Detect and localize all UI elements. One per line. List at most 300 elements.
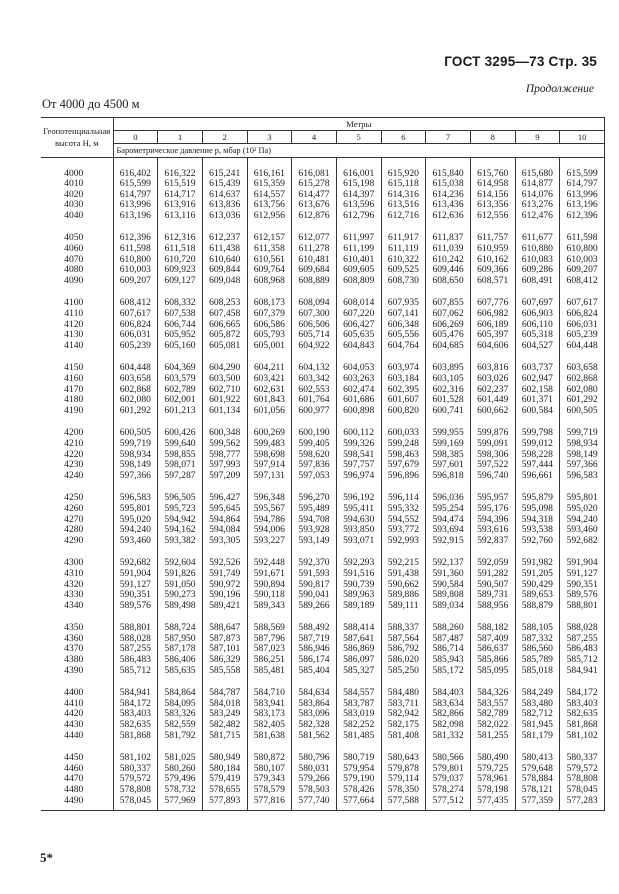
pressure-cell: 590,972	[202, 580, 247, 591]
table-row	[41, 536, 605, 547]
pressure-cell: 590,351	[560, 580, 605, 591]
pressure-cell: 591,749	[202, 569, 247, 580]
pressure-cell: 589,731	[470, 590, 515, 601]
pressure-cell: 603,184	[381, 374, 426, 385]
pressure-cell: 586,406	[158, 655, 203, 666]
pressure-cell: 578,350	[381, 785, 426, 796]
pressure-cell: 608,332	[158, 298, 203, 309]
pressure-cell: 588,879	[515, 601, 560, 612]
pressure-cell: 586,637	[470, 644, 515, 655]
pressure-cell: 601,528	[426, 395, 471, 406]
pressure-cell: 580,719	[336, 753, 381, 764]
altitude-cell: 4350	[41, 623, 113, 634]
pressure-cell: 602,158	[515, 385, 560, 396]
pressure-cell: 595,879	[515, 493, 560, 504]
pressure-cell: 616,402	[113, 157, 158, 179]
altitude-cell: 4460	[41, 764, 113, 775]
pressure-cell: 599,955	[426, 428, 471, 439]
pressure-cell: 608,412	[560, 276, 605, 287]
column-header: 10	[560, 131, 605, 144]
pressure-cell: 609,207	[560, 265, 605, 276]
pressure-cell: 599,405	[292, 439, 337, 450]
pressure-cell: 605,952	[158, 330, 203, 341]
pressure-cell: 578,884	[515, 774, 560, 785]
pressure-cell: 616,322	[158, 157, 203, 179]
pressure-cell: 600,898	[336, 406, 381, 417]
pressure-cell: 585,095	[470, 666, 515, 677]
pressure-cell: 585,635	[158, 666, 203, 677]
pressure-cell: 608,571	[470, 276, 515, 287]
pressure-cell: 615,241	[202, 157, 247, 179]
pressure-cell: 603,026	[470, 374, 515, 385]
pressure-cell: 578,808	[113, 785, 158, 796]
pressure-cell: 592,682	[560, 536, 605, 547]
pressure-cell: 578,732	[158, 785, 203, 796]
pressure-cell: 583,787	[336, 699, 381, 710]
pressure-cell: 587,255	[113, 644, 158, 655]
pressure-cell: 594,786	[247, 515, 292, 526]
altitude-cell: 4270	[41, 515, 113, 526]
pressure-cell: 595,645	[202, 504, 247, 515]
pressure-cell: 598,541	[336, 450, 381, 461]
pressure-cell: 608,650	[426, 276, 471, 287]
pressure-cell: 613,116	[158, 211, 203, 222]
pressure-cell: 601,292	[113, 406, 158, 417]
pressure-cell: 610,800	[560, 244, 605, 255]
pressure-cell: 588,956	[470, 601, 515, 612]
pressure-cell: 615,519	[158, 179, 203, 190]
altitude-cell: 4220	[41, 450, 113, 461]
pressure-cell: 585,250	[381, 666, 426, 677]
pressure-cell: 581,179	[515, 731, 560, 742]
pressure-cell: 599,640	[158, 439, 203, 450]
pressure-cell: 598,385	[426, 450, 471, 461]
altitude-cell: 4290	[41, 536, 113, 547]
pressure-cell: 598,620	[292, 450, 337, 461]
pressure-cell: 614,156	[470, 190, 515, 201]
altitude-cell: 4080	[41, 265, 113, 276]
pressure-cell: 580,260	[158, 764, 203, 775]
altitude-cell: 4480	[41, 785, 113, 796]
pressure-cell: 605,081	[202, 341, 247, 352]
pressure-cell: 606,824	[560, 309, 605, 320]
pressure-cell: 586,946	[292, 644, 337, 655]
pressure-cell: 609,605	[336, 265, 381, 276]
pressure-cell: 606,982	[470, 309, 515, 320]
pressure-cell: 604,290	[202, 363, 247, 374]
continuation-label: Продолжение	[525, 83, 594, 95]
pressure-cell: 580,490	[470, 753, 515, 764]
pressure-cell: 595,957	[470, 493, 515, 504]
pressure-cell: 583,403	[113, 709, 158, 720]
pressure-cell: 580,107	[247, 764, 292, 775]
pressure-cell: 602,947	[515, 374, 560, 385]
pressure-cell: 603,974	[381, 363, 426, 374]
pressure-cell: 582,022	[470, 720, 515, 731]
pressure-cell: 587,332	[515, 634, 560, 645]
pressure-cell: 596,583	[560, 471, 605, 482]
pressure-cell: 602,316	[426, 385, 471, 396]
pressure-cell: 577,588	[381, 796, 426, 811]
pressure-cell: 602,789	[158, 385, 203, 396]
pressure-cell: 578,045	[560, 785, 605, 796]
pressure-cell: 609,207	[113, 276, 158, 287]
pressure-cell: 584,249	[515, 688, 560, 699]
pressure-cell: 588,182	[470, 623, 515, 634]
pressure-cell: 587,641	[336, 634, 381, 645]
pressure-cell: 590,817	[292, 580, 337, 591]
pressure-cell: 605,714	[292, 330, 337, 341]
pressure-cell: 578,579	[247, 785, 292, 796]
pressure-cell: 586,483	[560, 644, 605, 655]
pressure-cell: 585,018	[515, 666, 560, 677]
pressure-cell: 581,638	[247, 731, 292, 742]
pressure-cell: 604,685	[426, 341, 471, 352]
altitude-cell: 4130	[41, 330, 113, 341]
pressure-cell: 579,725	[470, 764, 515, 775]
pressure-cell: 579,037	[426, 774, 471, 785]
pressure-cell: 613,996	[560, 190, 605, 201]
pressure-cell: 585,172	[426, 666, 471, 677]
pressure-cell: 589,653	[515, 590, 560, 601]
pressure-cell: 600,033	[381, 428, 426, 439]
pressure-cell: 584,326	[470, 688, 515, 699]
altitude-cell: 4410	[41, 699, 113, 710]
pressure-cell: 608,809	[336, 276, 381, 287]
pressure-cell: 578,121	[515, 785, 560, 796]
pressure-cell: 613,996	[113, 200, 158, 211]
pressure-cell: 580,566	[426, 753, 471, 764]
pressure-cell: 615,359	[247, 179, 292, 190]
pressure-cell: 606,348	[381, 320, 426, 331]
pressure-cell: 579,801	[426, 764, 471, 775]
altitude-cell: 4430	[41, 720, 113, 731]
pressure-cell: 589,189	[336, 601, 381, 612]
pressure-cell: 585,943	[426, 655, 471, 666]
pressure-cell: 591,127	[560, 569, 605, 580]
altitude-cell: 4310	[41, 569, 113, 580]
pressure-cell: 600,269	[247, 428, 292, 439]
pressure-cell: 604,211	[247, 363, 292, 374]
pressure-cell: 613,356	[470, 200, 515, 211]
altitude-cell: 4100	[41, 298, 113, 309]
pressure-cell: 580,337	[560, 753, 605, 764]
pressure-cell: 584,941	[113, 688, 158, 699]
pressure-cell: 590,739	[336, 580, 381, 591]
pressure-cell: 613,836	[202, 200, 247, 211]
pressure-cell: 598,855	[158, 450, 203, 461]
pressure-cell: 588,414	[336, 623, 381, 634]
pressure-cell: 581,792	[158, 731, 203, 742]
pressure-cell: 604,132	[292, 363, 337, 374]
pressure-cell: 597,444	[515, 460, 560, 471]
pressure-cell: 593,850	[336, 525, 381, 536]
pressure-cell: 597,757	[336, 460, 381, 471]
pressure-cell: 579,878	[381, 764, 426, 775]
pressure-cell: 610,561	[247, 255, 292, 266]
pressure-cell: 590,662	[381, 580, 426, 591]
table-row	[41, 211, 605, 222]
pressure-cell: 607,617	[113, 309, 158, 320]
pressure-cell: 596,036	[426, 493, 471, 504]
pressure-cell: 608,253	[202, 298, 247, 309]
document-code-and-page: ГОСТ 3295—73 Стр. 35	[444, 54, 597, 69]
pressure-cell: 616,081	[292, 157, 337, 179]
pressure-cell: 591,593	[292, 569, 337, 580]
pressure-cell: 598,698	[247, 450, 292, 461]
pressure-cell: 584,095	[158, 699, 203, 710]
pressure-cell: 593,149	[292, 536, 337, 547]
pressure-cell: 577,283	[560, 796, 605, 811]
pressure-cell: 609,048	[202, 276, 247, 287]
pressure-cell: 603,105	[426, 374, 471, 385]
pressure-cell: 583,249	[202, 709, 247, 720]
pressure-cell: 605,001	[247, 341, 292, 352]
pressure-cell: 578,045	[113, 796, 158, 811]
pressure-cell: 591,127	[113, 580, 158, 591]
pressure-cell: 614,958	[470, 179, 515, 190]
pressure-cell: 582,175	[381, 720, 426, 731]
pressure-cell: 606,903	[515, 309, 560, 320]
pressure-cell: 614,797	[113, 190, 158, 201]
pressure-cell: 613,516	[381, 200, 426, 211]
pressure-cell: 604,606	[470, 341, 515, 352]
pressure-cell: 589,886	[381, 590, 426, 601]
pressure-cell: 597,366	[560, 460, 605, 471]
pressure-cell: 610,003	[113, 265, 158, 276]
pressure-cell: 606,506	[292, 320, 337, 331]
pressure-cell: 593,071	[336, 536, 381, 547]
pressure-cell: 596,114	[381, 493, 426, 504]
pressure-cell: 613,036	[202, 211, 247, 222]
column-header: 8	[470, 131, 515, 144]
table-row	[41, 569, 605, 580]
pressure-cell: 581,715	[202, 731, 247, 742]
pressure-cell: 585,327	[336, 666, 381, 677]
pressure-cell: 601,843	[247, 395, 292, 406]
pressure-cell: 609,127	[158, 276, 203, 287]
pressure-cell: 604,922	[292, 341, 337, 352]
pressure-cell: 581,025	[158, 753, 203, 764]
pressure-cell: 595,723	[158, 504, 203, 515]
pressure-cell: 584,018	[202, 699, 247, 710]
pressure-cell: 582,098	[426, 720, 471, 731]
pressure-cell: 612,796	[336, 211, 381, 222]
pressure-cell: 591,282	[470, 569, 515, 580]
pressure-cell: 578,426	[336, 785, 381, 796]
pressure-cell: 605,476	[426, 330, 471, 341]
pressure-cell: 584,557	[336, 688, 381, 699]
pressure-cell: 585,558	[202, 666, 247, 677]
pressure-cell: 590,196	[202, 590, 247, 601]
pressure-cell: 596,427	[202, 493, 247, 504]
pressure-cell: 613,436	[426, 200, 471, 211]
pressure-cell: 596,974	[336, 471, 381, 482]
table-row	[41, 471, 605, 482]
pressure-cell: 614,076	[515, 190, 560, 201]
pressure-cell: 613,756	[247, 200, 292, 211]
pressure-cell: 591,050	[158, 580, 203, 591]
pressure-cell: 596,505	[158, 493, 203, 504]
altitude-cell: 4090	[41, 276, 113, 287]
pressure-cell: 588,724	[158, 623, 203, 634]
pressure-cell: 590,507	[470, 580, 515, 591]
pressure-cell: 609,366	[470, 265, 515, 276]
pressure-cell: 594,708	[292, 515, 337, 526]
pressure-cell: 592,448	[247, 558, 292, 569]
pressure-cell: 586,097	[336, 655, 381, 666]
altitude-cell: 4020	[41, 190, 113, 201]
pressure-cell: 612,556	[470, 211, 515, 222]
altitude-cell: 4010	[41, 179, 113, 190]
table-row	[41, 731, 605, 742]
pressure-cell: 582,635	[560, 709, 605, 720]
pressure-cell: 608,491	[515, 276, 560, 287]
pressure-cell: 601,607	[381, 395, 426, 406]
pressure-cell: 606,824	[113, 320, 158, 331]
pressure-cell: 580,413	[515, 753, 560, 764]
pressure-cell: 578,274	[426, 785, 471, 796]
altitude-cell: 4110	[41, 309, 113, 320]
pressure-cell: 579,572	[113, 774, 158, 785]
pressure-cell: 607,935	[381, 298, 426, 309]
pressure-cell: 613,196	[560, 200, 605, 211]
pressure-cell: 612,636	[426, 211, 471, 222]
pressure-cell: 615,840	[426, 157, 471, 179]
altitude-cell: 4040	[41, 211, 113, 222]
table-row	[41, 601, 605, 612]
pressure-cell: 583,403	[560, 699, 605, 710]
altitude-range-title: От 4000 до 4500 м	[42, 97, 140, 111]
pressure-cell: 598,934	[113, 450, 158, 461]
altitude-cell: 4050	[41, 233, 113, 244]
pressure-cell: 607,141	[381, 309, 426, 320]
pressure-cell: 587,950	[158, 634, 203, 645]
pressure-cell: 585,404	[292, 666, 337, 677]
pressure-cell: 595,332	[381, 504, 426, 515]
pressure-cell: 598,463	[381, 450, 426, 461]
pressure-cell: 599,248	[381, 439, 426, 450]
pressure-cell: 587,564	[381, 634, 426, 645]
pressure-cell: 596,896	[381, 471, 426, 482]
altitude-cell: 4450	[41, 753, 113, 764]
pressure-cell: 581,255	[470, 731, 515, 742]
pressure-cell: 584,941	[560, 666, 605, 677]
pressure-cell: 603,342	[292, 374, 337, 385]
pressure-cell: 584,634	[292, 688, 337, 699]
pressure-cell: 605,793	[247, 330, 292, 341]
pressure-cell: 580,949	[202, 753, 247, 764]
pressure-cell: 584,710	[247, 688, 292, 699]
pressure-cell: 582,405	[247, 720, 292, 731]
pressure-cell: 614,477	[292, 190, 337, 201]
pressure-cell: 609,844	[202, 265, 247, 276]
column-header: 6	[381, 131, 426, 144]
table-row	[41, 796, 605, 811]
altitude-cell: 4190	[41, 406, 113, 417]
pressure-cell: 606,269	[426, 320, 471, 331]
table-row	[41, 374, 605, 385]
pressure-cell: 599,562	[202, 439, 247, 450]
pressure-cell: 611,757	[470, 233, 515, 244]
pressure-cell: 577,359	[515, 796, 560, 811]
pressure-cell: 609,684	[292, 265, 337, 276]
pressure-cell: 614,557	[247, 190, 292, 201]
pressure-cell: 593,694	[426, 525, 471, 536]
altitude-cell: 4200	[41, 428, 113, 439]
pressure-cell: 591,438	[381, 569, 426, 580]
pressure-cell: 578,198	[470, 785, 515, 796]
pressure-cell: 605,635	[336, 330, 381, 341]
pressure-cell: 593,538	[515, 525, 560, 536]
altitude-cell: 4160	[41, 374, 113, 385]
pressure-cell: 599,719	[560, 428, 605, 439]
pressure-cell: 592,370	[292, 558, 337, 569]
pressure-cell: 611,518	[158, 244, 203, 255]
pressure-cell: 600,426	[158, 428, 203, 439]
altitude-cell: 4440	[41, 731, 113, 742]
pressure-cell: 615,599	[113, 179, 158, 190]
pressure-cell: 594,006	[247, 525, 292, 536]
pressure-cell: 606,665	[202, 320, 247, 331]
pressure-cell: 585,481	[247, 666, 292, 677]
pressure-cell: 585,712	[113, 666, 158, 677]
pressure-cell: 598,228	[515, 450, 560, 461]
pressure-cell: 603,737	[515, 363, 560, 374]
pressure-cell: 607,458	[202, 309, 247, 320]
pressure-cell: 595,020	[113, 515, 158, 526]
pressure-cell: 605,556	[381, 330, 426, 341]
pressure-cell: 615,599	[560, 157, 605, 179]
pressure-cell: 591,826	[158, 569, 203, 580]
altitude-cell: 4420	[41, 709, 113, 720]
table-row	[41, 504, 605, 515]
altitude-cell: 4380	[41, 655, 113, 666]
pressure-cell: 600,977	[292, 406, 337, 417]
pressure-cell: 601,764	[292, 395, 337, 406]
pressure-cell: 585,789	[515, 655, 560, 666]
pressure-cell: 592,837	[470, 536, 515, 547]
pressure-cell: 596,661	[515, 471, 560, 482]
pressure-cell: 612,237	[202, 233, 247, 244]
pressure-cell: 584,172	[113, 699, 158, 710]
pressure-cell: 587,101	[202, 644, 247, 655]
pressure-cell: 610,640	[202, 255, 247, 266]
pressure-cell: 594,318	[515, 515, 560, 526]
pressure-cell: 597,836	[292, 460, 337, 471]
pressure-cell: 608,968	[247, 276, 292, 287]
pressure-cell: 612,396	[113, 233, 158, 244]
pressure-cell: 615,680	[515, 157, 560, 179]
altitude-cell: 4300	[41, 558, 113, 569]
pressure-cell: 587,873	[202, 634, 247, 645]
column-headers-row	[41, 131, 605, 144]
pressure-cell: 601,134	[202, 406, 247, 417]
pressure-cell: 596,583	[113, 493, 158, 504]
pressure-cell: 588,801	[560, 601, 605, 612]
pressure-cell: 594,396	[470, 515, 515, 526]
pressure-cell: 604,369	[158, 363, 203, 374]
pressure-cell: 587,487	[426, 634, 471, 645]
pressure-cell: 588,105	[515, 623, 560, 634]
pressure-cell: 603,816	[470, 363, 515, 374]
pressure-cell: 601,922	[202, 395, 247, 406]
pressure-cell: 610,959	[470, 244, 515, 255]
pressure-cell: 611,278	[292, 244, 337, 255]
column-header: 7	[426, 131, 471, 144]
pressure-cell: 580,031	[292, 764, 337, 775]
altitude-cell: 4260	[41, 504, 113, 515]
